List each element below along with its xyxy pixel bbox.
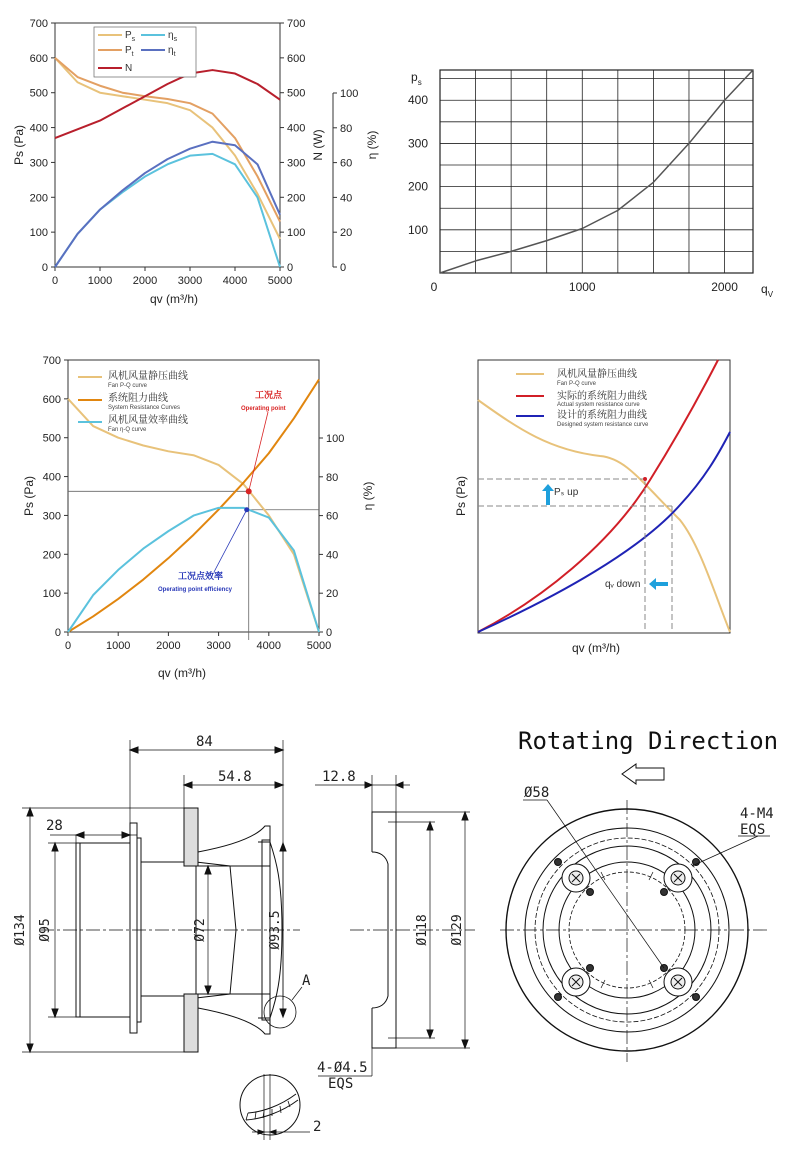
op-eff-en: Operating point efficiency (158, 587, 233, 593)
label-rotating-direction: Rotating Direction (518, 727, 779, 755)
x-tick-label: 2000 (132, 275, 158, 287)
plot1-xlabel: qv (m³/h) (150, 292, 198, 306)
label-hole: 4-Ø4.5 (317, 1060, 368, 1076)
legend-ps: $P_s$ (125, 30, 136, 43)
plot2-ylabel: $p_s$ (411, 70, 422, 87)
legend-n: N (125, 63, 133, 74)
x-tick-label: 0 (430, 280, 438, 294)
y3-tick-label: 60 (340, 157, 353, 170)
y3-tick-label: 0 (340, 262, 347, 274)
y-tick-label: 200 (29, 192, 48, 205)
fan-side-view (22, 740, 310, 1140)
y2-tick-label: 400 (287, 122, 306, 135)
eff-point-leader (214, 510, 247, 572)
arrow-qv-down (649, 578, 668, 590)
label-d95: Ø95 (38, 918, 53, 942)
y2-tick-label: 700 (287, 18, 306, 30)
plot1-ylabel: Ps (Pa) (12, 124, 26, 166)
m4-leader (692, 836, 758, 866)
x-tick-label: 1000 (87, 275, 113, 287)
y3-tick-label: 20 (340, 227, 353, 240)
legend-pt: $P_t$ (125, 45, 134, 58)
label-28: 28 (46, 818, 63, 834)
plot3-xlabel: qv (m³/h) (158, 666, 206, 680)
y-tick-label: 500 (42, 432, 61, 445)
label-detail-a: A (302, 973, 311, 989)
arrow-ps-up (542, 484, 554, 505)
legend3-eq-cn: 风机风量效率曲线 (108, 415, 188, 426)
y-tick-label: 100 (29, 227, 48, 240)
y2-tick-label: 0 (287, 262, 294, 274)
x-tick-label: 5000 (306, 640, 332, 652)
x-tick-label: 3000 (206, 640, 231, 652)
y3-tick-label: 40 (340, 192, 353, 205)
y2-tick-label: 600 (287, 52, 306, 65)
y2-tick-label: 80 (326, 471, 339, 484)
x-tick-label: 0 (51, 275, 59, 287)
chart-system-resistance (408, 70, 774, 299)
detail-a-marker (264, 996, 296, 1028)
label-84: 84 (196, 734, 213, 750)
y2-tick-label: 0 (326, 627, 333, 639)
y-tick-label: 700 (29, 18, 48, 30)
op-point-leader (249, 412, 268, 491)
label-d58: Ø58 (524, 785, 550, 801)
legend4-act-cn: 实际的系统阻力曲线 (557, 391, 647, 402)
y-tick-label: 300 (29, 157, 48, 170)
series4-designed (478, 432, 730, 632)
legend-es: $\eta_s$ (168, 30, 178, 43)
series-systemresistance-line (68, 379, 319, 632)
x-tick-label: 4000 (222, 275, 248, 287)
x-tick-label: 2000 (711, 280, 738, 294)
blade-bottom (198, 1008, 270, 1034)
y-tick-label: 300 (407, 136, 428, 151)
x-tick-label: 0 (64, 640, 72, 652)
label-128: 12.8 (322, 769, 356, 785)
y-tick-label: 600 (29, 52, 48, 65)
x-tick-label: 5000 (267, 275, 293, 287)
legend3-eq-en: Fan η-Q curve (108, 427, 147, 433)
hole-o4 (693, 994, 700, 1001)
hole-o3 (555, 994, 562, 1001)
y-tick-label: 200 (42, 549, 61, 562)
y-tick-label: 200 (407, 179, 428, 194)
plot2-xlabel: $q_V$ (761, 282, 774, 299)
plot3-legend (78, 369, 188, 433)
hole-o1 (555, 859, 562, 866)
y-tick-label: 300 (42, 510, 61, 523)
plot4-xlabel: qv (m³/h) (572, 641, 620, 655)
plot1-y2label: N (W) (311, 129, 325, 161)
hole-i3 (587, 965, 594, 972)
ps-up-label: Pₛ up (554, 487, 579, 498)
y2-tick-label: 40 (326, 549, 339, 562)
y-tick-label: 400 (42, 471, 61, 484)
series-pt-line (55, 58, 280, 222)
label-d72: Ø72 (193, 918, 208, 942)
series4-fan-pq (478, 400, 730, 632)
y2-tick-label: 100 (287, 227, 306, 240)
y-tick-label: 100 (407, 222, 428, 237)
label-eqs: EQS (328, 1076, 354, 1092)
legend3-sr-en: System Resistance Curves (108, 405, 181, 411)
y2-tick-label: 60 (326, 510, 339, 523)
label-548: 54.8 (218, 769, 252, 785)
detail-a-hatch (246, 1101, 290, 1120)
y2-tick-label: 20 (326, 588, 339, 601)
shroud-bottom-back (184, 994, 198, 1052)
label-d134: Ø134 (13, 914, 28, 946)
y-tick-label: 0 (41, 262, 48, 274)
chart-operating-point (22, 355, 375, 680)
plot4-ylabel: Ps (Pa) (454, 475, 468, 517)
op-eff-cn: 工况点效率 (178, 572, 224, 582)
motor-hub (141, 862, 196, 996)
point4-actual (643, 477, 647, 481)
qv-down-label: qᵥ down (605, 579, 641, 590)
label-d118: Ø118 (415, 914, 430, 946)
x-tick-label: 3000 (177, 275, 203, 287)
series-s-line (55, 154, 280, 267)
y-tick-label: 0 (54, 627, 61, 639)
legend4-act-en: Actual system resistance curve (557, 402, 640, 408)
y-tick-label: 100 (42, 588, 61, 601)
y-tick-label: 700 (42, 355, 61, 367)
x-tick-label: 2000 (156, 640, 181, 652)
rotation-arrow-icon (622, 764, 664, 784)
hole-i2 (661, 889, 668, 896)
chart-fan-performance (12, 18, 379, 306)
fan-front-view (500, 764, 770, 1062)
x-tick-label: 1000 (105, 640, 131, 652)
blade-top (198, 826, 270, 852)
y3-tick-label: 100 (340, 88, 359, 100)
y3-tick-label: 80 (340, 122, 353, 135)
plot1-legend (94, 27, 196, 77)
x-tick-label: 1000 (568, 280, 596, 294)
legend3-sr-cn: 系统阻力曲线 (108, 393, 168, 404)
op-point-cn: 工况点 (255, 391, 283, 401)
legend4-pq-cn: 风机风量静压曲线 (557, 369, 637, 380)
y-tick-label: 400 (407, 93, 428, 108)
y2-tick-label: 200 (287, 192, 306, 205)
y-tick-label: 400 (29, 122, 48, 135)
y2-tick-label: 100 (326, 433, 345, 445)
label-eqs2: EQS (740, 822, 766, 838)
series-t-line (55, 142, 280, 267)
legend4-pq-en: Fan P-Q curve (557, 381, 597, 387)
label-2: 2 (313, 1119, 322, 1135)
plot3-y2label: η (%) (361, 481, 375, 511)
hole-i1 (587, 889, 594, 896)
series-fanq-line (68, 508, 319, 632)
legend-et: $\eta_t$ (168, 45, 176, 58)
mounting-flange (130, 823, 137, 1033)
legend4-des-en: Designed system resistance curve (557, 422, 649, 428)
legend4-des-cn: 设计的系统阻力曲线 (557, 410, 647, 421)
label-d129: Ø129 (450, 914, 465, 946)
y2-tick-label: 300 (287, 157, 306, 170)
y-tick-label: 500 (29, 87, 48, 100)
y2-tick-label: 500 (287, 87, 306, 100)
legend3-pq-cn: 风机风量静压曲线 (108, 371, 188, 382)
x-tick-label: 4000 (256, 640, 282, 652)
label-m4: 4-M4 (740, 806, 774, 822)
plot3-ylabel: Ps (Pa) (22, 475, 36, 517)
plot1-y3label: η (%) (365, 130, 379, 160)
shroud-top-back (184, 808, 198, 866)
op-point-en: Operating point (241, 406, 286, 412)
label-d935: Ø93.5 (268, 910, 283, 950)
chart-resistance-comparison (454, 360, 730, 655)
legend3-pq-en: Fan P-Q curve (108, 383, 148, 389)
y-tick-label: 600 (42, 393, 61, 406)
plot4-legend (516, 367, 649, 428)
detail-a-leader (292, 987, 302, 1000)
